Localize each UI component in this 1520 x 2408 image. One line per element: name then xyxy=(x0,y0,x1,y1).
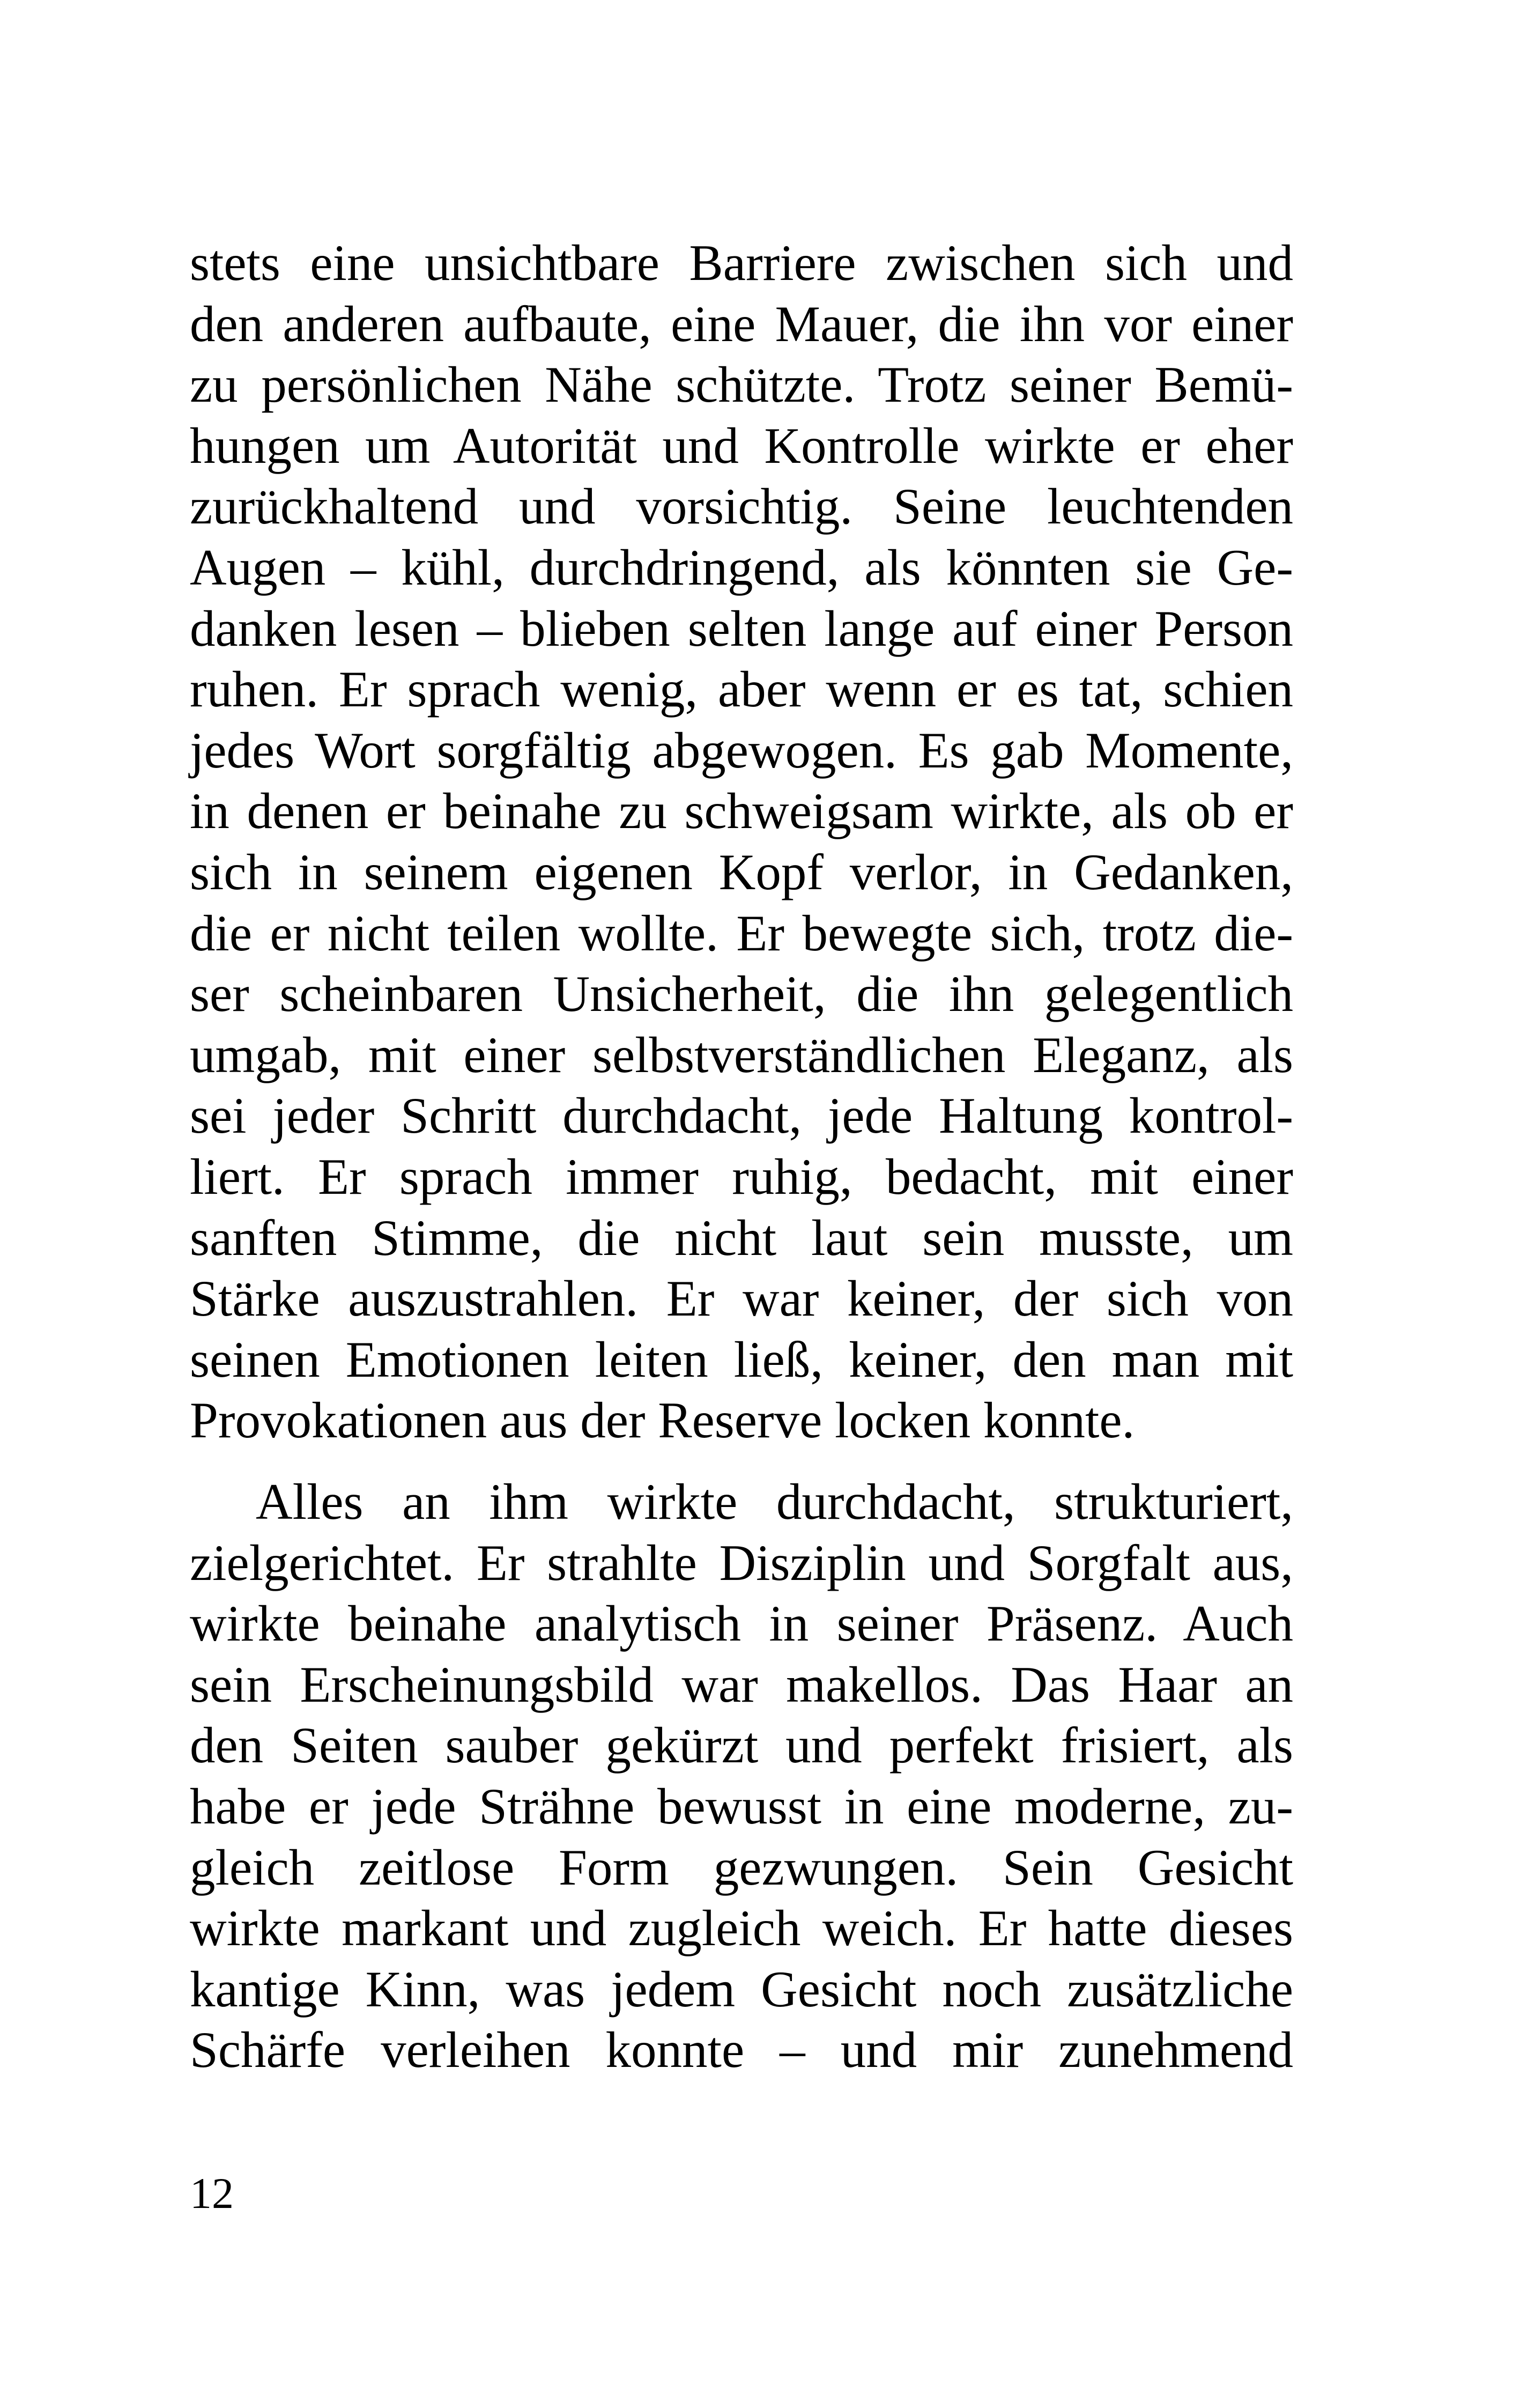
text-line: den anderen aufbaute, eine Mauer, die ihn vor einer xyxy=(190,295,1293,352)
text-line: hungen um Autorität und Kontrolle wirkte er eher xyxy=(190,417,1293,474)
text-line: zurückhaltend und vorsichtig. Seine leuchtenden xyxy=(190,478,1293,535)
text-line: sein Erscheinungsbild war makellos. Das Haar an xyxy=(190,1656,1293,1713)
text-line: in denen er beinahe zu schweigsam wirkte, als ob er xyxy=(190,782,1293,840)
text-line: habe er jede Strähne bewusst in eine moderne, zu- xyxy=(190,1777,1293,1835)
text-line: Stärke auszustrahlen. Er war keiner, der sich von xyxy=(190,1270,1293,1327)
text-line: zielgerichtet. Er strahlte Disziplin und Sorgfalt aus, xyxy=(190,1534,1293,1591)
paragraph-1 xyxy=(190,233,1293,1451)
text-line: ruhen. Er sprach wenig, aber wenn er es tat, schien xyxy=(190,661,1293,718)
paragraph-2 xyxy=(190,1472,1293,2081)
text-line: Alles an ihm wirkte durchdacht, strukturiert, xyxy=(256,1473,1293,1530)
text-line: gleich zeitlose Form gezwungen. Sein Gesicht xyxy=(190,1838,1293,1896)
text-line: kantige Kinn, was jedem Gesicht noch zusätzliche xyxy=(190,1960,1293,2018)
text-line: sei jeder Schritt durchdacht, jede Haltung kontrol- xyxy=(190,1087,1293,1144)
text-line: sich in seinem eigenen Kopf verlor, in Gedanken, xyxy=(190,843,1293,900)
page-number: 12 xyxy=(190,2169,234,2218)
text-line: umgab, mit einer selbstverständlichen Eleganz, als xyxy=(190,1026,1293,1083)
text-line: Provokationen aus der Reserve locken konnte. xyxy=(190,1392,1135,1449)
text-line: Schärfe verleihen konnte – und mir zunehmend xyxy=(190,2021,1293,2079)
text-line: ser scheinbaren Unsicherheit, die ihn gelegentlich xyxy=(190,965,1293,1023)
text-line: seinen Emotionen leiten ließ, keiner, den man mit xyxy=(190,1331,1293,1388)
text-line: danken lesen – blieben selten lange auf einer Person xyxy=(190,600,1293,657)
text-line: sanften Stimme, die nicht laut sein musste, um xyxy=(190,1209,1293,1266)
text-line: wirkte markant und zugleich weich. Er hatte dieses xyxy=(190,1900,1293,1957)
text-line: den Seiten sauber gekürzt und perfekt frisiert, als xyxy=(190,1717,1293,1774)
text-line: Augen – kühl, durchdringend, als könnten sie Ge- xyxy=(190,538,1293,596)
text-line: jedes Wort sorgfältig abgewogen. Es gab Momente, xyxy=(190,721,1293,779)
text-line: die er nicht teilen wollte. Er bewegte sich, trotz die- xyxy=(190,904,1293,962)
text-line: wirkte beinahe analytisch in seiner Präsenz. Auch xyxy=(190,1595,1293,1652)
text-line: liert. Er sprach immer ruhig, bedacht, mit einer xyxy=(190,1148,1293,1205)
text-line: zu persönlichen Nähe schützte. Trotz seiner Bemü- xyxy=(190,356,1293,413)
text-line: stets eine unsichtbare Barriere zwischen sich und xyxy=(190,234,1293,291)
